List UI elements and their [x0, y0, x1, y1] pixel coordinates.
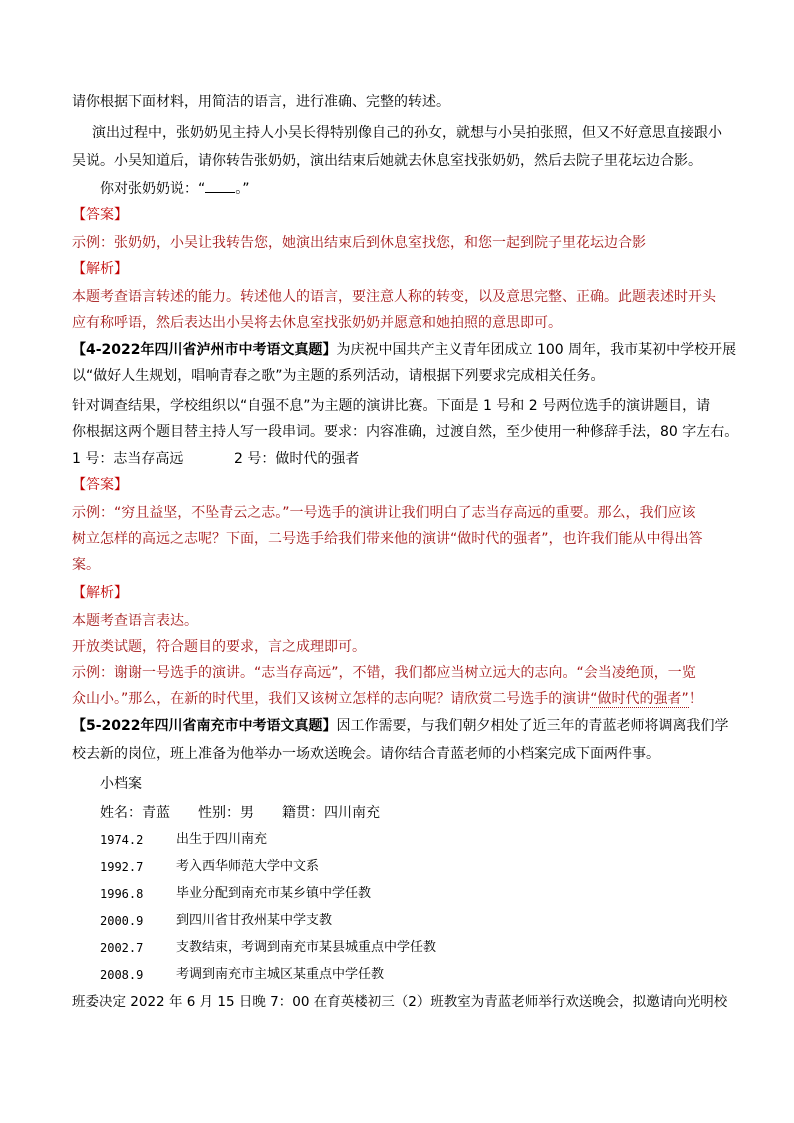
q4-intro-line-1: 为庆祝中国共产主义青年团成立 100 周年，我市某初中学校开展 [336, 342, 737, 358]
timeline-event: 支教结束，考调到南充市某县城重点中学任教 [176, 940, 437, 955]
q5-title-line [72, 717, 729, 735]
q4-analysis-line-3: 示例：谢谢一号选手的演讲。“志当存高远”，不错，我们都应当树立远大的志向。“会当凌绝顶，一览 [72, 665, 696, 681]
timeline-date: 2008.9 [100, 968, 144, 982]
timeline-event: 毕业分配到南充市某乡镇中学任教 [176, 886, 372, 901]
q4-analysis-line-4-end: ！ [688, 691, 703, 707]
q4-speaker-2: 2 号：做时代的强者 [234, 451, 360, 467]
q4-analysis-line-1: 本题考查语言表达。 [72, 613, 198, 629]
answer-blank [205, 180, 235, 193]
q4-analysis-line-4-text: 众山小。”那么，在新的时代里，我们又该树立怎样的志向呢？请欣赏二号选手的演讲 [72, 691, 591, 707]
q1-answer-tag: 【答案】 [72, 207, 128, 223]
timeline-date: 1974.2 [100, 833, 144, 847]
timeline-event: 到四川省甘孜州某中学支教 [176, 913, 333, 928]
q1-material-line-2: 吴说。小吴知道后，请你转告张奶奶，演出结束后她就去休息室找张奶奶，然后去院子里花坛边合影。 [72, 153, 702, 169]
q4-title: 【4-2022年四川省泸州市中考语文真题】 [72, 342, 337, 358]
q4-intro-line-2: 以“做好人生规划，唱响青春之歌”为主题的系列活动，请根据下列要求完成相关任务。 [72, 368, 605, 384]
q4-answer-line-2: 树立怎样的高远之志呢？下面，二号选手给我们带来他的演讲“做时代的强者”，也许我们能从中得出答 [72, 531, 703, 547]
timeline-event: 考入西华师范大学中文系 [176, 859, 320, 874]
q5-intro-line-1: 因工作需要，与我们朝夕相处了近三年的青蓝老师将调离我们学 [336, 718, 729, 734]
q1-answer: 示例：张奶奶，小吴让我转告您，她演出结束后到休息室找您，和您一起到院子里花坛边合影 [72, 235, 646, 251]
q5-intro-line-2: 校去新的岗位，班上准备为他举办一场欢送晚会。请你结合青蓝老师的小档案完成下面两件事。 [72, 746, 660, 762]
q1-ask-prefix: 你对张奶奶说：“ [100, 181, 206, 197]
q4-answer-line-1: 示例：“穷且益坚，不坠青云之志。”一号选手的演讲让我们明白了志当存高远的重要。那么，我们应该 [72, 505, 696, 521]
q4-task-line-2: 你根据这两个题目替主持人写一段串词。要求：内容准确，过渡自然，至少使用一种修辞手法，80 字左右。 [72, 424, 739, 440]
q4-analysis-line-4-quote: “做时代的强者” [590, 691, 689, 707]
q4-title-line [72, 341, 736, 359]
timeline-date: 2002.7 [100, 941, 144, 955]
q1-prompt: 请你根据下面材料，用简洁的语言，进行准确、完整的转述。 [72, 94, 450, 110]
timeline-event: 出生于四川南充 [176, 832, 268, 847]
q4-analysis-line-4 [72, 690, 703, 708]
q4-answer-tag: 【答案】 [72, 477, 128, 493]
q1-ask-suffix: 。” [235, 181, 250, 197]
q1-analysis-line-1: 本题考查语言转述的能力。转述他人的语言，要注意人称的转变，以及意思完整、正确。此题表述时开头 [72, 289, 716, 305]
timeline-date: 1996.8 [100, 887, 144, 901]
timeline-date: 2000.9 [100, 914, 144, 928]
q4-analysis-tag: 【解析】 [72, 585, 128, 601]
timeline-event: 考调到南充市主城区某重点中学任教 [176, 967, 385, 982]
q4-answer-line-3: 案。 [72, 557, 100, 573]
q1-material-line-1: 演出过程中，张奶奶见主持人小吴长得特别像自己的孙女，就想与小吴拍张照，但又不好意思直接跟小 [92, 125, 722, 141]
q5-closing: 班委决定 2022 年 6 月 15 日晚 7：00 在育英楼初三（2）班教室为青蓝老师举行欢送晚会，拟邀请向光明校 [72, 994, 728, 1010]
q1-analysis-line-2: 应有称呼语，然后表达出小吴将去休息室找张奶奶并愿意和她拍照的意思即可。 [72, 315, 562, 331]
q5-title: 【5-2022年四川省南充市中考语文真题】 [72, 718, 337, 734]
q4-speaker-1: 1 号：志当存高远 [72, 451, 184, 467]
q5-archive-title: 小档案 [100, 776, 142, 792]
q5-profile: 姓名：青蓝 性别：男 籍贯：四川南充 [100, 805, 380, 821]
timeline-date: 1992.7 [100, 860, 144, 874]
q1-ask [100, 180, 250, 198]
q4-analysis-line-2: 开放类试题，符合题目的要求，言之成理即可。 [72, 639, 366, 655]
q1-analysis-tag: 【解析】 [72, 261, 128, 277]
q4-task-line-1: 针对调查结果，学校组织以“自强不息”为主题的演讲比赛。下面是 1 号和 2 号两位选手的演讲题目，请 [72, 398, 711, 414]
